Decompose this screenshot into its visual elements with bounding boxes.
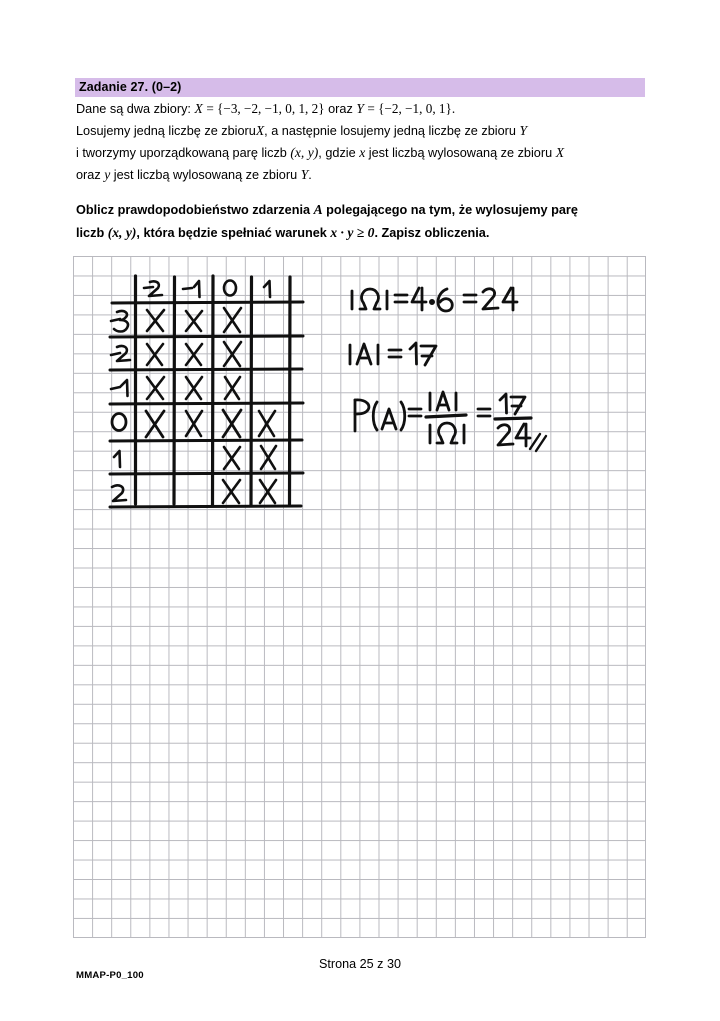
instruction-line-2 <box>76 226 489 240</box>
instruction-text: , która będzie spełniać warunek <box>136 226 327 240</box>
statement-text: , a następnie losujemy jedną liczbę ze zbioru <box>264 124 516 138</box>
statement-line-3 <box>76 146 564 160</box>
set-x-symbol: X <box>255 123 265 138</box>
statement-text: jest liczbą wylosowaną ze zbioru <box>368 146 553 160</box>
document-code-label: MMAP-P0_100 <box>76 970 144 981</box>
ordered-pair-symbol: (x, y) <box>107 225 137 240</box>
set-y-symbol: Y <box>519 123 528 138</box>
instruction-line-1 <box>76 203 578 217</box>
variable-x-symbol: x <box>359 145 366 160</box>
variable-y-symbol: y <box>104 167 111 182</box>
set-x-symbol: X <box>194 101 203 116</box>
statement-text: , gdzie <box>318 146 356 160</box>
statement-text: oraz <box>76 168 101 182</box>
statement-text: . <box>308 168 312 182</box>
set-y-definition: = {−2, −1, 0, 1}. <box>367 101 456 116</box>
set-x-symbol: X <box>555 145 564 160</box>
instruction-text: . Zapisz obliczenia. <box>374 226 490 240</box>
statement-line-2 <box>76 124 527 138</box>
instruction-text: polegającego na tym, że wylosujemy parę <box>326 203 578 217</box>
page-number-label: Strona 25 z 30 <box>319 957 401 971</box>
statement-text: jest liczbą wylosowaną ze zbioru <box>113 168 298 182</box>
set-y-symbol: Y <box>300 167 309 182</box>
answer-grid-area <box>73 256 646 938</box>
statement-text: Dane są dwa zbiory: <box>76 102 191 116</box>
statement-text: i tworzymy uporządkowaną parę liczb <box>76 146 287 160</box>
task-title: Zadanie 27. (0–2) <box>79 80 182 94</box>
ordered-pair-symbol: (x, y) <box>290 145 319 160</box>
set-x-definition: = {−3, −2, −1, 0, 1, 2} <box>206 101 325 116</box>
statement-line-4 <box>76 168 312 182</box>
instruction-text: liczb <box>76 226 105 240</box>
task-header-band <box>75 78 645 97</box>
statement-text: Losujemy jedną liczbę ze zbioru <box>76 124 256 138</box>
conjunction-oraz: oraz <box>328 102 353 116</box>
statement-line-1 <box>76 102 455 116</box>
condition-expression: x · y ≥ 0 <box>330 225 375 240</box>
set-y-symbol: Y <box>356 101 364 116</box>
event-a-symbol: A <box>313 202 323 217</box>
instruction-text: Oblicz prawdopodobieństwo zdarzenia <box>76 203 311 217</box>
